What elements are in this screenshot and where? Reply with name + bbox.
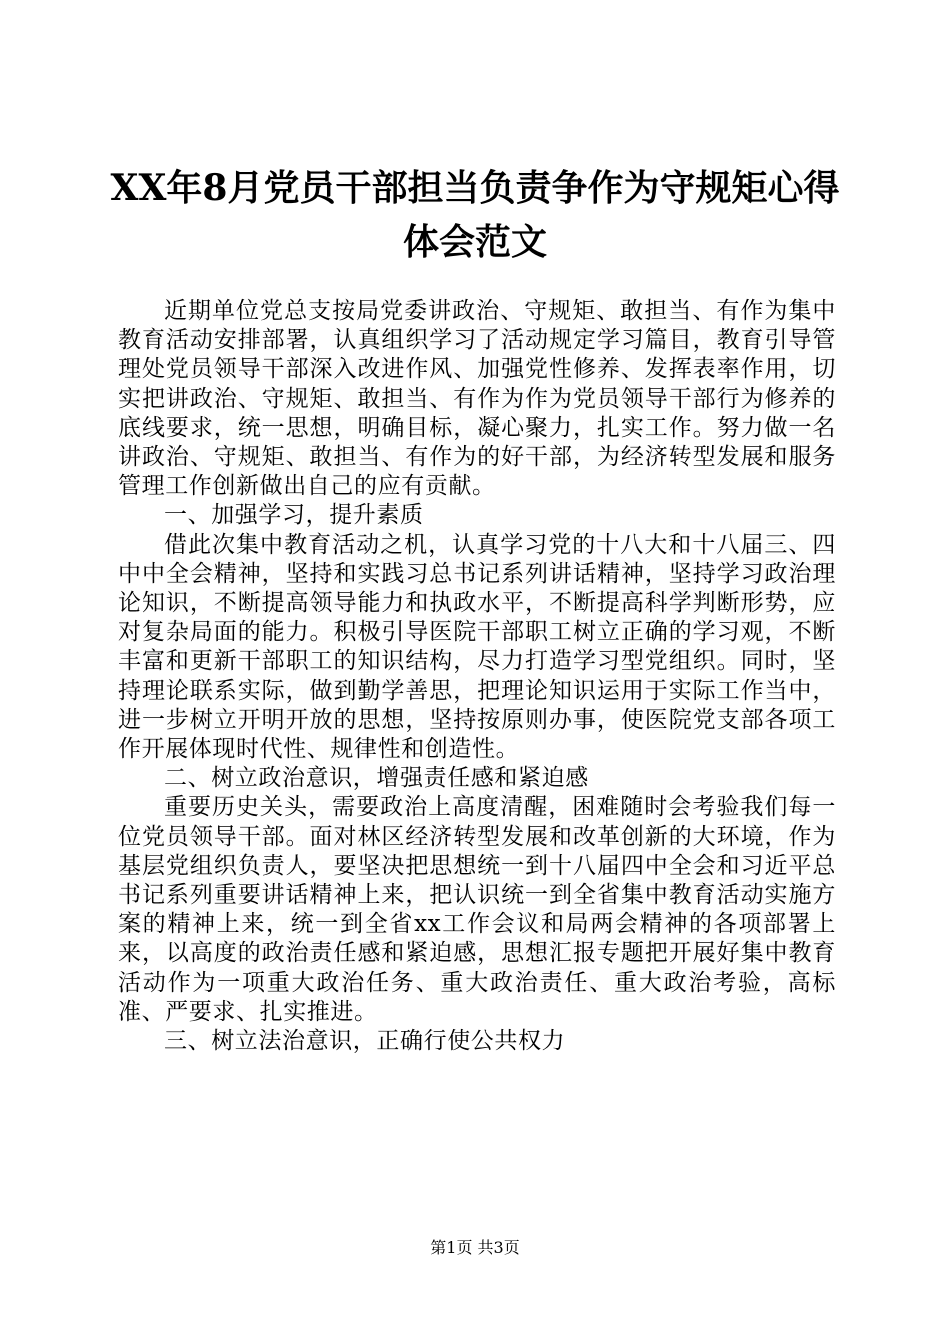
intro-paragraph: 近期单位党总支按局党委讲政治、守规矩、敢担当、有作为集中教育活动安排部署，认真组织学习了活动规定学习篇目，教育引导管理处党员领导干部深入改进作风、加强党性修养、发挥表率作用，切实把讲政治、守规矩、敢担当、有作为作为党员领导干部行为修养的底线要求，统一思想，明确目标，凝心聚力，扎实工作。努力做一名讲政治、守规矩、敢担当、有作为的好干部，为经济转型发展和服务管理工作创新做出自己的应有贡献。 [118,298,836,500]
section-heading-3: 三、树立法治意识，正确行使公共权力 [164,1028,566,1055]
document-body [118,297,836,1056]
section-heading-1: 一、加强学习，提升素质 [164,502,424,529]
document-title-line-1: XX年8月党员干部担当负责争作为守规矩心得 [110,167,840,209]
section-heading-2: 二、树立政治意识，增强责任感和紧迫感 [164,765,589,792]
document-title-line-2: 体会范文 [402,221,547,263]
section-1-paragraph: 借此次集中教育活动之机，认真学习党的十八大和十八届三、四中中全会精神，坚持和实践习总书记系列讲话精神，坚持学习政治理论知识，不断提高领导能力和执政水平，不断提高科学判断形势，应对复杂局面的能力。积极引导医院干部职工树立正确的学习观，不断丰富和更新干部职工的知识结构，尽力打造学习型党组织。同时，坚持理论联系实际，做到勤学善思，把理论知识运用于实际工作当中，进一步树立开明开放的思想，坚持按原则办事，使医院党支部各项工作开展体现时代性、规律性和创造性。 [118,531,836,763]
page-number-footer: 第1页 共3页 [430,1238,520,1257]
section-2-paragraph: 重要历史关头，需要政治上高度清醒，困难随时会考验我们每一位党员领导干部。面对林区经济转型发展和改革创新的大环境，作为基层党组织负责人，要坚决把思想统一到十八届四中全会和习近平总书记系列重要讲话精神上来，把认识统一到全省集中教育活动实施方案的精神上来，统一到全省xx工作会议和局两会精神的各项部署上来，以高度的政治责任感和紧迫感，思想汇报专题把开展好集中教育活动作为一项重大政治任务、重大政治责任、重大政治考验，高标准、严要求、扎实推进。 [118,794,836,1025]
